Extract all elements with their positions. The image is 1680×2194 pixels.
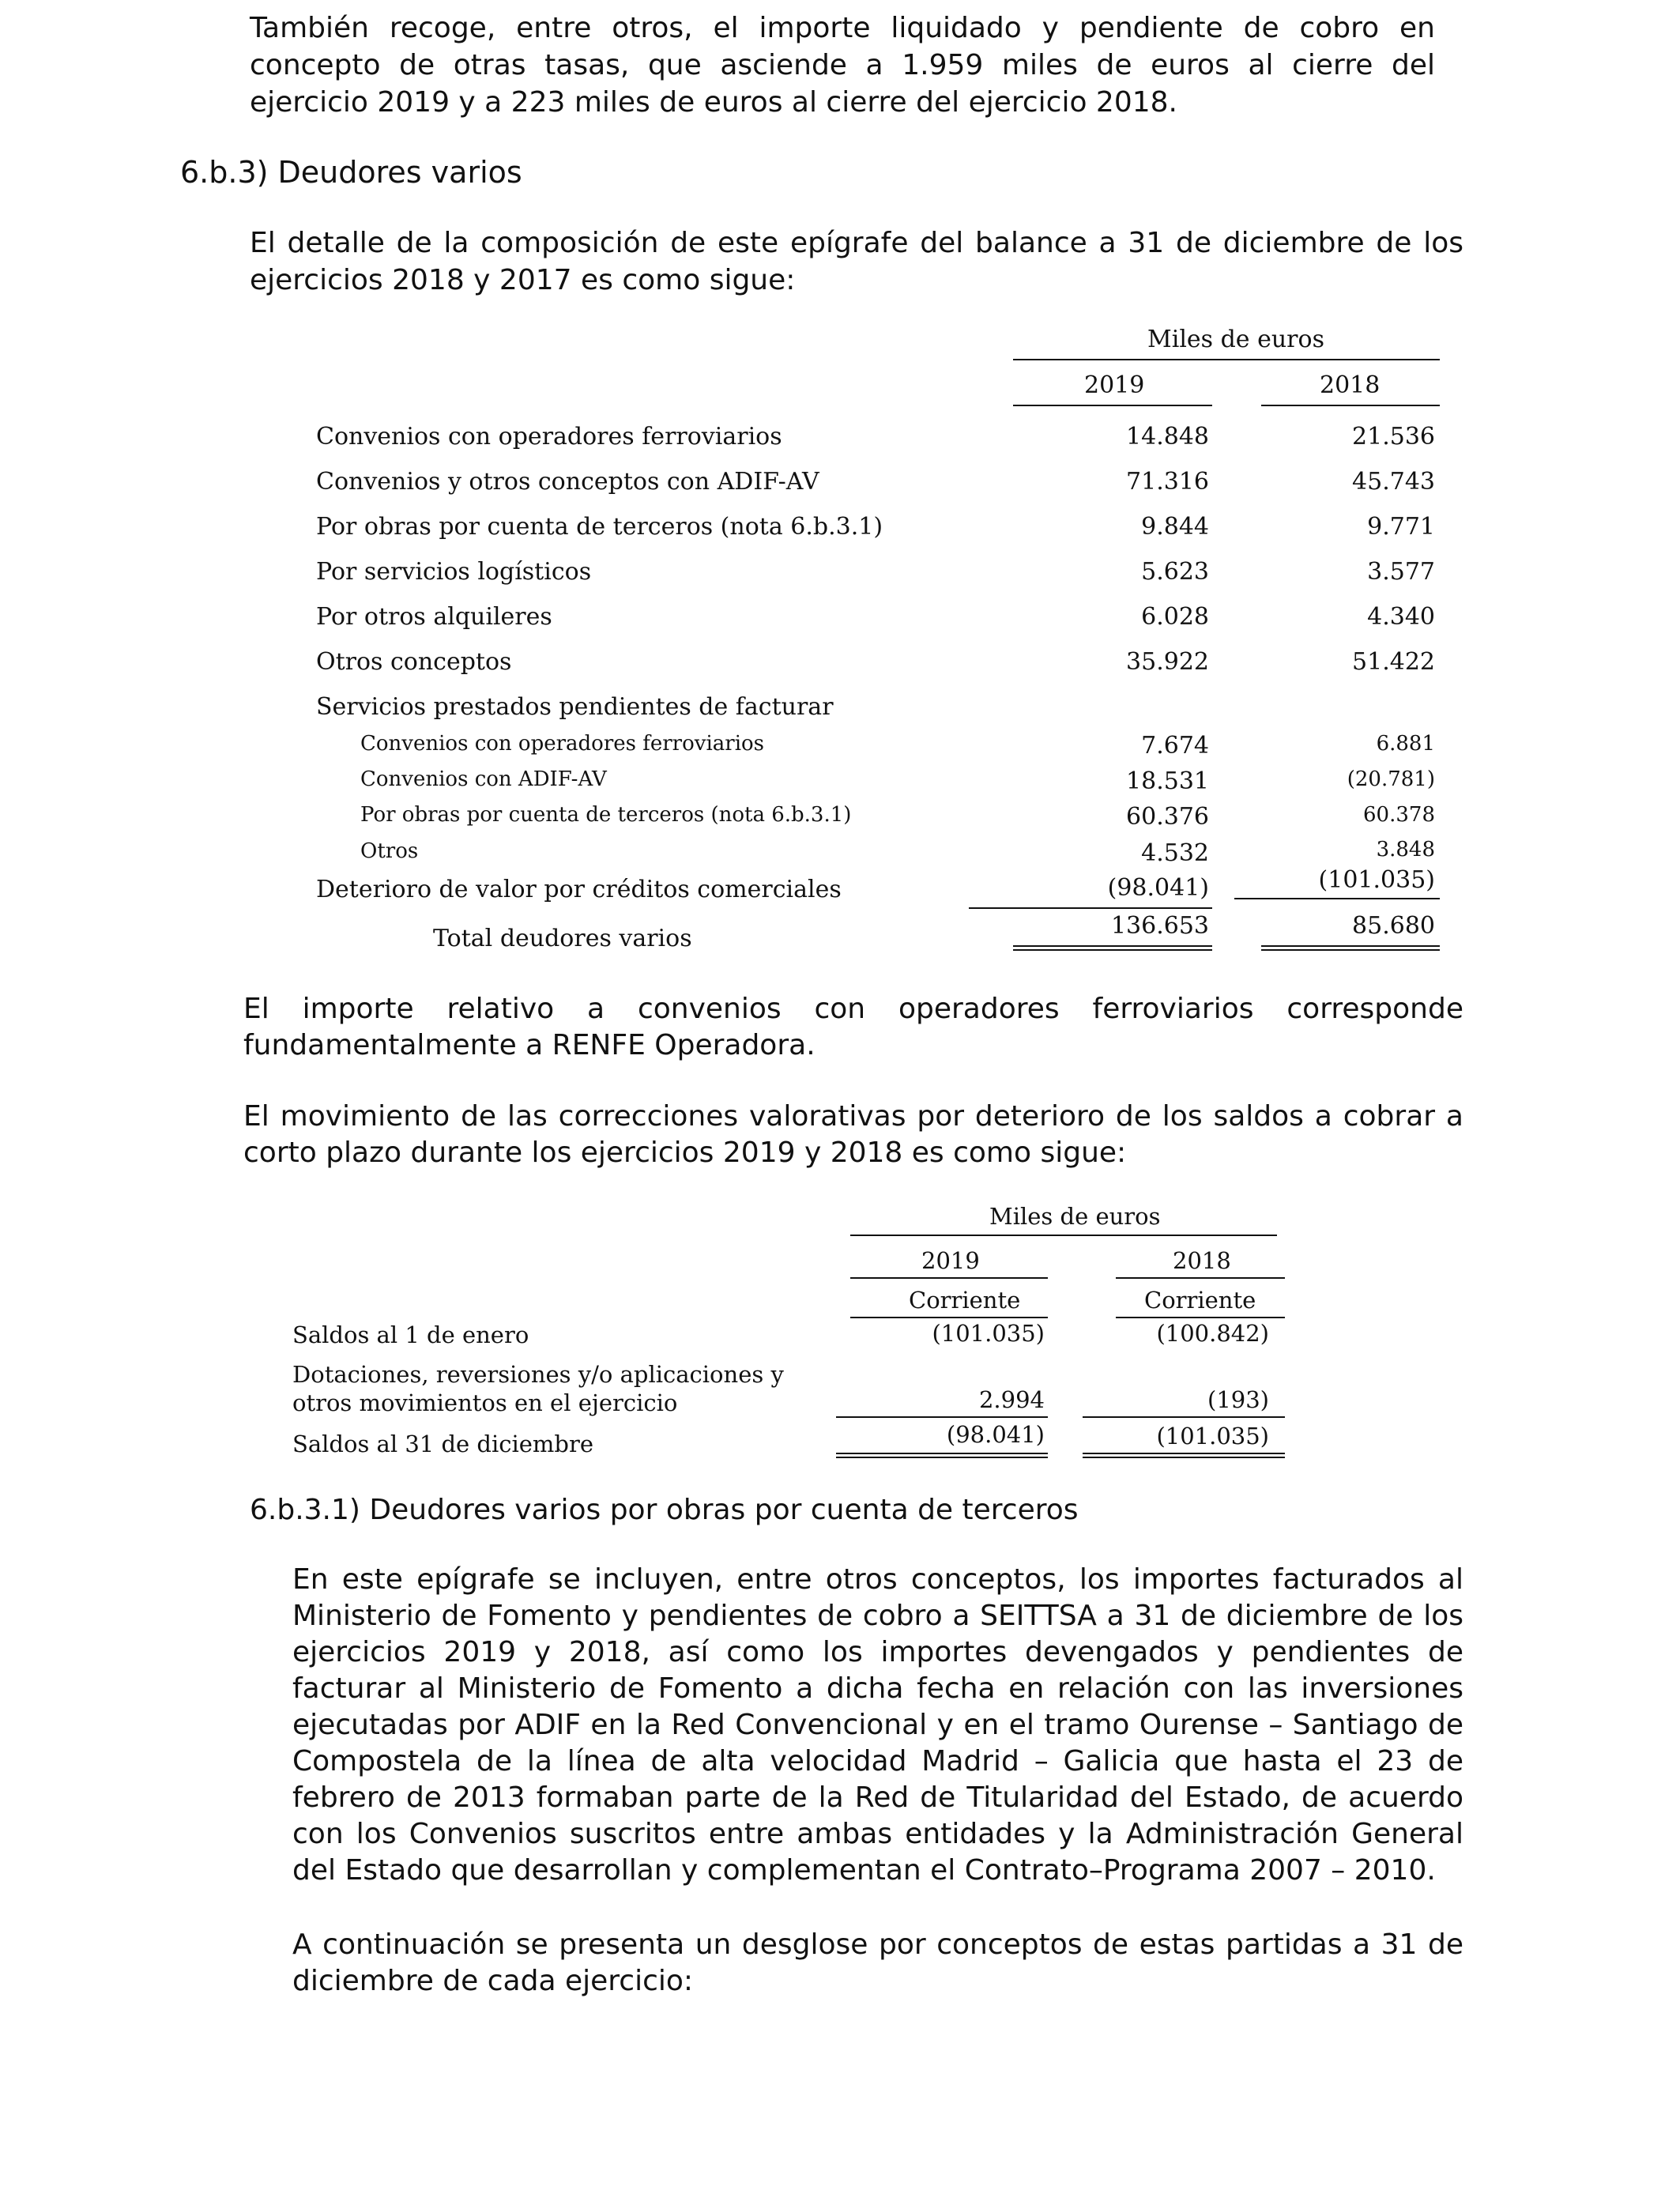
table-total-label: Total deudores varios [433,925,692,952]
table-cell-2019: 35.922 [1126,648,1209,676]
table-row-label: Otros conceptos [316,648,512,676]
table-cell-2018: (193) [1207,1386,1269,1413]
table-cell-2018: (100.842) [1156,1320,1269,1347]
table2-header-rule [850,1235,1277,1236]
table2-total-double-rule-a [836,1453,1048,1458]
table-row-label: Por obras por cuenta de terceros (nota 6.b.3.1) [316,513,883,541]
table1-year-b-rule [1261,405,1440,406]
table2-year-b: 2018 [1173,1247,1231,1274]
table-cell-2018: 3.848 [1376,838,1435,861]
table-subrow-label: Convenios con ADIF-AV [360,767,607,791]
table-subrow-label: Por obras por cuenta de terceros (nota 6.b.3.1) [360,803,852,827]
table-cell-2018: 51.422 [1352,648,1435,676]
table-cell-2019: 4.532 [1141,839,1209,867]
table-total-2018: 85.680 [1352,912,1435,940]
intro-paragraph: También recoge, entre otros, el importe liquidado y pendiente de cobro en concepto de otras tasas, que asciende a 1.959 miles de euros al cierre del ejercicio 2019 y a 223 miles de euros al cierre del ejercicio 2018. [250,12,1435,119]
table-row-label: otros movimientos en el ejercicio [292,1389,678,1416]
table-row-label: Por otros alquileres [316,603,552,631]
renfe-paragraph-line-2: fundamentalmente a RENFE Operadora. [243,1029,816,1061]
table-cell-2019: 6.028 [1141,603,1209,631]
table-cell-2019: 18.531 [1126,767,1209,795]
renfe-paragraph-line-1: El importe relativo a convenios con operadores ferroviarios corresponde [243,993,1463,1025]
table-cell-2019: 71.316 [1126,468,1209,496]
table-cell-2019: 5.623 [1141,558,1209,586]
subsection-heading: 6.b.3.1) Deudores varios por obras por cuenta de terceros [250,1494,1079,1526]
table2-year-b-rule [1116,1277,1285,1279]
section-heading: 6.b.3) Deudores varios [180,155,522,190]
table-row-label: Convenios y otros conceptos con ADIF-AV [316,468,819,496]
table2-col-b-sub: Corriente [1144,1287,1256,1314]
movement-paragraph: El movimiento de las correcciones valorativas por deterioro de los saldos a cobrar a corto plazo durante los ejercicios 2019 y 2018 es como sigue: [243,1100,1463,1169]
table-cell-2018: (101.035) [1318,866,1435,894]
table1-year-a-rule [1013,405,1212,406]
table-cell-2018: 3.577 [1367,558,1435,586]
table-cell-2019: (98.041) [1107,874,1209,902]
table-cell-2019: (98.041) [946,1421,1045,1448]
table2-subtotal-rule-a [836,1416,1048,1418]
table-cell-2018: 45.743 [1352,468,1435,496]
table-row-label: Saldos al 31 de diciembre [292,1431,594,1457]
table-total-2019: 136.653 [1110,912,1209,940]
table1-total-double-rule-b [1261,945,1440,951]
table-cell-2019: (101.035) [932,1320,1045,1347]
table2-subtotal-rule-b [1083,1416,1285,1418]
table-group-label: Servicios prestados pendientes de facturar [316,693,834,721]
table-subrow-label: Otros [360,839,419,863]
renfe-paragraph [243,991,1463,1064]
table1-header-rule [1013,359,1440,360]
third-party-paragraph: En este epígrafe se incluyen, entre otros conceptos, los importes facturados al Ministerio de Fomento y pendientes de cobro a SEITTSA a 31 de diciembre de los ejercicios 2019 y 2018, así como los importes devengados y pendientes de facturar al Ministerio de Fomento a dicha fecha en relación con las inversiones ejecutadas por ADIF en la Red Convencional y en el tramo Ourense – Santiago de Compostela de la línea de alta velocidad Madrid – Galicia que hasta el 23 de febrero de 2013 formaban parte de la Red de Titularidad del Estado, de acuerdo con los Convenios suscritos entre ambas entidades y la Administración General del Estado que desarrollan y complementan el Contrato–Programa 2007 – 2010. [292,1563,1463,1887]
table2-sub-rule-b [1116,1317,1285,1318]
table1-subtotal-rule-a [969,907,1212,909]
table2-col-a-sub: Corriente [909,1287,1021,1314]
table1-year-b: 2018 [1320,371,1381,399]
table1-unit-header: Miles de euros [1147,326,1324,353]
table1-year-a: 2019 [1084,371,1145,399]
detail-paragraph: El detalle de la composición de este epígrafe del balance a 31 de diciembre de los ejercicios 2018 y 2017 es como sigue: [250,227,1463,296]
table2-year-a: 2019 [921,1247,980,1274]
table-cell-2019: 14.848 [1126,423,1209,450]
breakdown-paragraph: A continuación se presenta un desglose por conceptos de estas partidas a 31 de diciembre de cada ejercicio: [292,1928,1463,1997]
table-row-label: Saldos al 1 de enero [292,1321,529,1348]
table2-year-a-rule [850,1277,1048,1279]
table-cell-2019: 60.376 [1126,803,1209,831]
table-row-label: Deterioro de valor por créditos comerciales [316,876,842,903]
table-row-label: Por servicios logísticos [316,558,592,586]
table2-total-double-rule-b [1083,1453,1285,1458]
table2-sub-rule-a [850,1317,1048,1318]
table-row-label: Convenios con operadores ferroviarios [316,423,782,450]
table-cell-2019: 9.844 [1141,513,1209,541]
table-cell-2018: (20.781) [1347,767,1435,791]
table1-subtotal-rule-b [1234,898,1440,899]
table-subrow-label: Convenios con operadores ferroviarios [360,732,765,756]
table-row-label: Dotaciones, reversiones y/o aplicaciones y [292,1361,784,1388]
table-cell-2018: (101.035) [1156,1423,1269,1449]
table-cell-2018: 6.881 [1376,732,1435,756]
table2-unit-header: Miles de euros [989,1203,1161,1230]
table1-total-double-rule-a [1013,945,1212,951]
table-cell-2018: 60.378 [1363,803,1435,827]
table-cell-2019: 7.674 [1141,732,1209,760]
table-cell-2019: 2.994 [978,1386,1045,1413]
table-cell-2018: 21.536 [1352,423,1435,450]
table-cell-2018: 4.340 [1367,603,1435,631]
table-cell-2018: 9.771 [1367,513,1435,541]
